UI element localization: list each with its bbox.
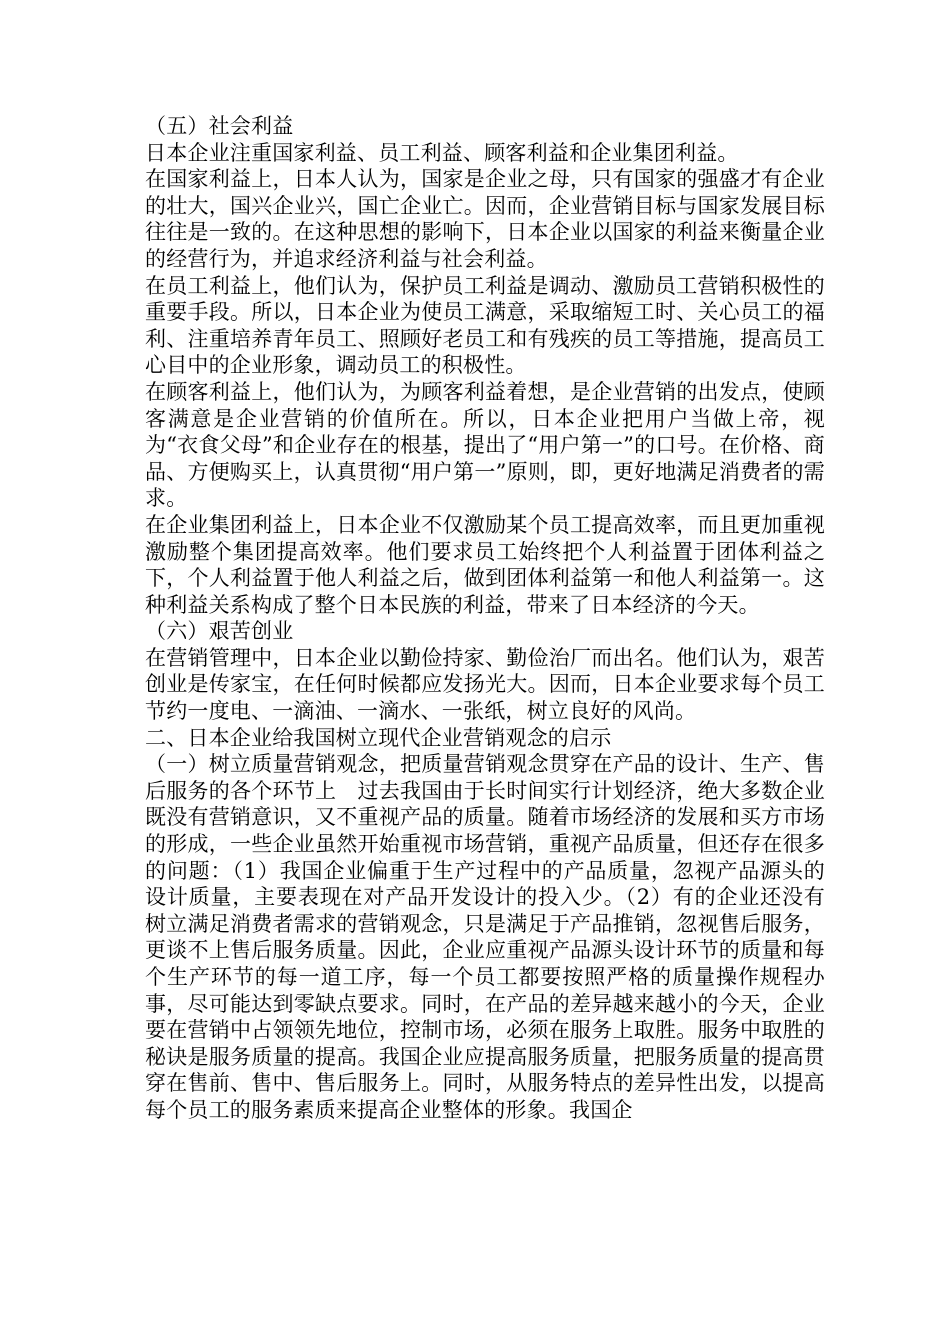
- paragraph-group-interest: 在企业集团利益上，日本企业不仅激励某个员工提高效率，而且更加重视激励整个集团提高效率。他们要求员工始终把个人利益置于团体利益之下，个人利益置于他人利益之后，做到团体利益第一和他人利益第一。这种利益关系构成了整个日本民族的利益，带来了日本经济的今天。: [145, 512, 825, 617]
- section-heading-social-interest: （五）社会利益: [145, 114, 294, 138]
- paragraph-interest-overview: 日本企业注重国家利益、员工利益、顾客利益和企业集团利益。: [145, 140, 739, 165]
- paragraph-frugality: 在营销管理中，日本企业以勤俭持家、勤俭治厂而出名。他们认为，艰苦创业是传家宝，在任何时候都应发扬光大。因而，日本企业要求每个员工节约一度电、一滴油、一滴水、一张纸，树立良好的风尚。: [145, 645, 825, 724]
- paragraph-quality-marketing: （一）树立质量营销观念，把质量营销观念贯穿在产品的设计、生产、售后服务的各个环节上 过去我国由于长时间实行计划经济，绝大多数企业既没有营销意识，又不重视产品的质量。随着市场经济的发展和买方市场的形成，一些企业虽然开始重视市场营销，重视产品质量，但还存在很多的问题：（1）我国企业偏重于生产过程中的产品质量，忽视产品源头的设计质量，主要表现在对产品开发设计的投入少。（2）有的企业还没有树立满足消费者需求的营销观念，只是满足于产品推销，忽视售后服务，更谈不上售后服务质量。因此，企业应重视产品源头设计环节的质量和每个生产环节的每一道工序，每一个员工都要按照严格的质量操作规程办事，尽可能达到零缺点要求。同时，在产品的差异越来越小的今天，企业要在营销中占领领先地位，控制市场，必须在服务上取胜。服务中取胜的秘诀是服务质量的提高。我国企业应提高服务质量，把服务质量的提高贯穿在售前、售中、售后服务上。同时，从服务特点的差异性出发，以提高每个员工的服务素质来提高企业整体的形象。我国企: [145, 752, 825, 1122]
- chapter-heading-enlightenment: 二、日本企业给我国树立现代企业营销观念的启示: [145, 725, 612, 750]
- paragraph-customer-interest: 在顾客利益上，他们认为，为顾客利益着想，是企业营销的出发点，使顾客满意是企业营销的价值所在。所以，日本企业把用户当做上帝，视为“衣食父母”和企业存在的根基，提出了“用户第一”的口号。在价格、商品、方便购买上，认真贯彻“用户第一”原则，即，更好地满足消费者的需求。: [145, 379, 825, 511]
- paragraph-employee-interest: 在员工利益上，他们认为，保护员工利益是调动、激励员工营销积极性的重要手段。所以，日本企业为使员工满意，采取缩短工时、关心员工的福利、注重培养青年员工、照顾好老员工和有残疾的员工等措施，提高员工心目中的企业形象，调动员工的积极性。: [145, 273, 825, 378]
- section-heading-hard-work: （六）艰苦创业: [145, 619, 294, 644]
- document-page: [145, 113, 825, 1124]
- paragraph-national-interest: 在国家利益上，日本人认为，国家是企业之母，只有国家的强盛才有企业的壮大，国兴企业兴，国亡企业亡。因而，企业营销目标与国家发展目标往往是一致的。在这种思想的影响下，日本企业以国家的利益来衡量企业的经营行为，并追求经济利益与社会利益。: [145, 167, 825, 271]
